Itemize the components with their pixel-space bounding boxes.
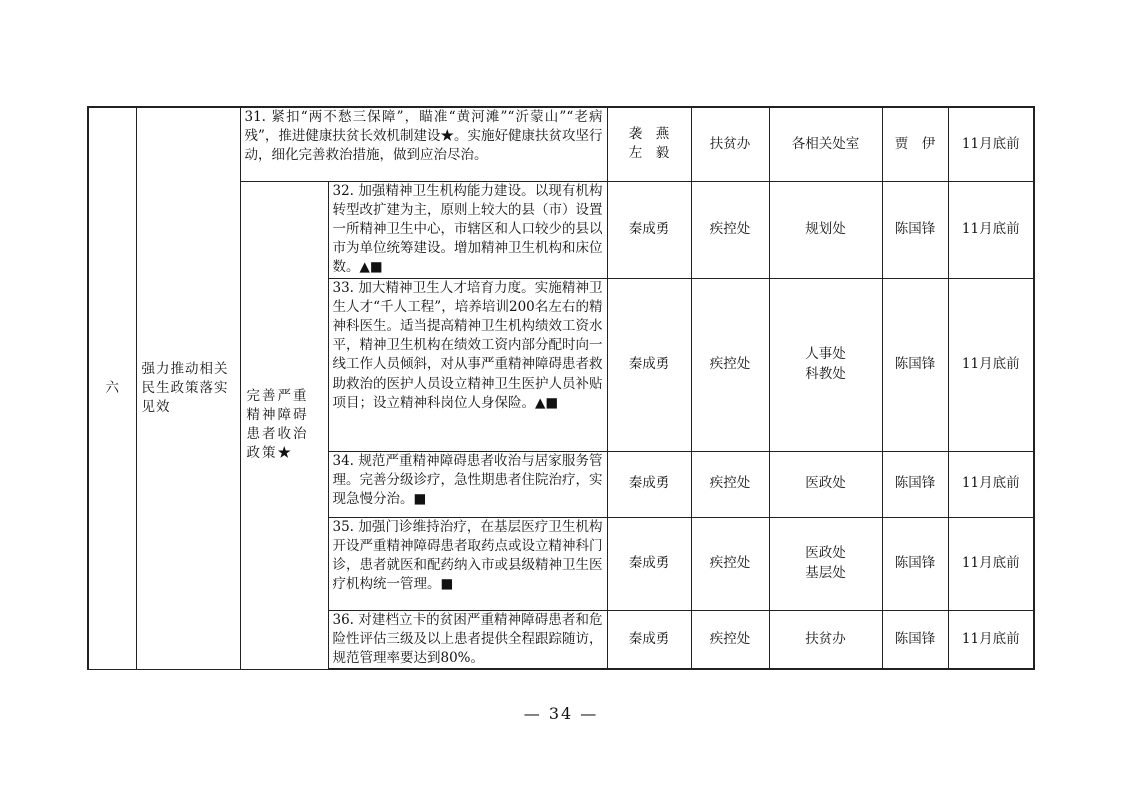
lead-dept: 疾控处 [691, 610, 769, 669]
subcategory: 完善严重精神障碍患者收治政策★ [240, 181, 328, 669]
leader-name: 秦成勇 [607, 517, 691, 610]
responsible-person: 陈国锋 [882, 517, 948, 610]
leader-name: 袭 燕 [628, 126, 670, 143]
leader-name: 秦成勇 [607, 278, 691, 451]
leader-cell [607, 107, 691, 181]
leader-name: 秦成勇 [607, 181, 691, 278]
section-number: 六 [88, 107, 136, 669]
lead-dept: 疾控处 [691, 451, 769, 517]
deadline: 11月底前 [948, 451, 1034, 517]
responsible-person: 陈国锋 [882, 610, 948, 669]
section-category: 强力推动相关民生政策落实见效 [136, 107, 240, 669]
lead-dept: 疾控处 [691, 181, 769, 278]
leader-name: 秦成勇 [607, 451, 691, 517]
partner-dept: 人事处 [805, 346, 846, 363]
deadline: 11月底前 [948, 107, 1034, 181]
deadline: 11月底前 [948, 181, 1034, 278]
partner-dept: 科教处 [805, 365, 846, 382]
partner-dept-cell [769, 278, 882, 451]
lead-dept: 疾控处 [691, 278, 769, 451]
task-text: 33. 加大精神卫生人才培育力度。实施精神卫生人才“千人工程”，培养培训200名左右的精神科医生。适当提高精神卫生机构绩效工资水平，精神卫生机构在绩效工资内部分配时向一线工作人员倾斜，对从事严重精神障碍患者救助救治的医护人员设立精神卫生医护人员补贴项目；设立精神科岗位人身保险。▲■ [328, 278, 607, 451]
task-text: 32. 加强精神卫生机构能力建设。以现有机构转型改扩建为主，原则上较大的县（市）设置一所精神卫生中心，市辖区和人口较少的县以市为单位统筹建设。增加精神卫生机构和床位数。▲■ [328, 181, 607, 278]
partner-dept: 医政处 [805, 545, 846, 562]
task-table [87, 106, 1035, 670]
deadline: 11月底前 [948, 278, 1034, 451]
partner-dept: 医政处 [769, 451, 882, 517]
deadline: 11月底前 [948, 610, 1034, 669]
responsible-person: 陈国锋 [882, 451, 948, 517]
leader-name: 秦成勇 [607, 610, 691, 669]
task-text: 34. 规范严重精神障碍患者收治与居家服务管理。完善分级诊疗，急性期患者住院治疗，实现急慢分治。■ [328, 451, 607, 517]
partner-dept: 规划处 [769, 181, 882, 278]
responsible-person: 陈国锋 [882, 181, 948, 278]
deadline: 11月底前 [948, 517, 1034, 610]
table-row [88, 107, 1034, 181]
responsible-person: 陈国锋 [882, 278, 948, 451]
leader-name: 左 毅 [628, 145, 670, 162]
page-number: — 34 — [523, 704, 599, 723]
partner-dept: 基层处 [805, 564, 846, 581]
lead-dept: 疾控处 [691, 517, 769, 610]
lead-dept: 扶贫办 [691, 107, 769, 181]
partner-dept: 各相关处室 [769, 107, 882, 181]
partner-dept-cell [769, 517, 882, 610]
task-text: 36. 对建档立卡的贫困严重精神障碍患者和危险性评估三级及以上患者提供全程跟踪随访，规范管理率要达到80%。 [328, 610, 607, 669]
partner-dept: 扶贫办 [769, 610, 882, 669]
task-text: 35. 加强门诊维持治疗，在基层医疗卫生机构开设严重精神障碍患者取药点或设立精神科门诊，患者就医和配药纳入市或县级精神卫生医疗机构统一管理。■ [328, 517, 607, 610]
responsible-person: 贾 伊 [882, 107, 948, 181]
task-text: 31. 紧扣“两不愁三保障”，瞄准“黄河滩”“沂蒙山”“老病残”，推进健康扶贫长效机制建设★。实施好健康扶贫攻坚行动，细化完善救治措施，做到应治尽治。 [240, 107, 607, 181]
